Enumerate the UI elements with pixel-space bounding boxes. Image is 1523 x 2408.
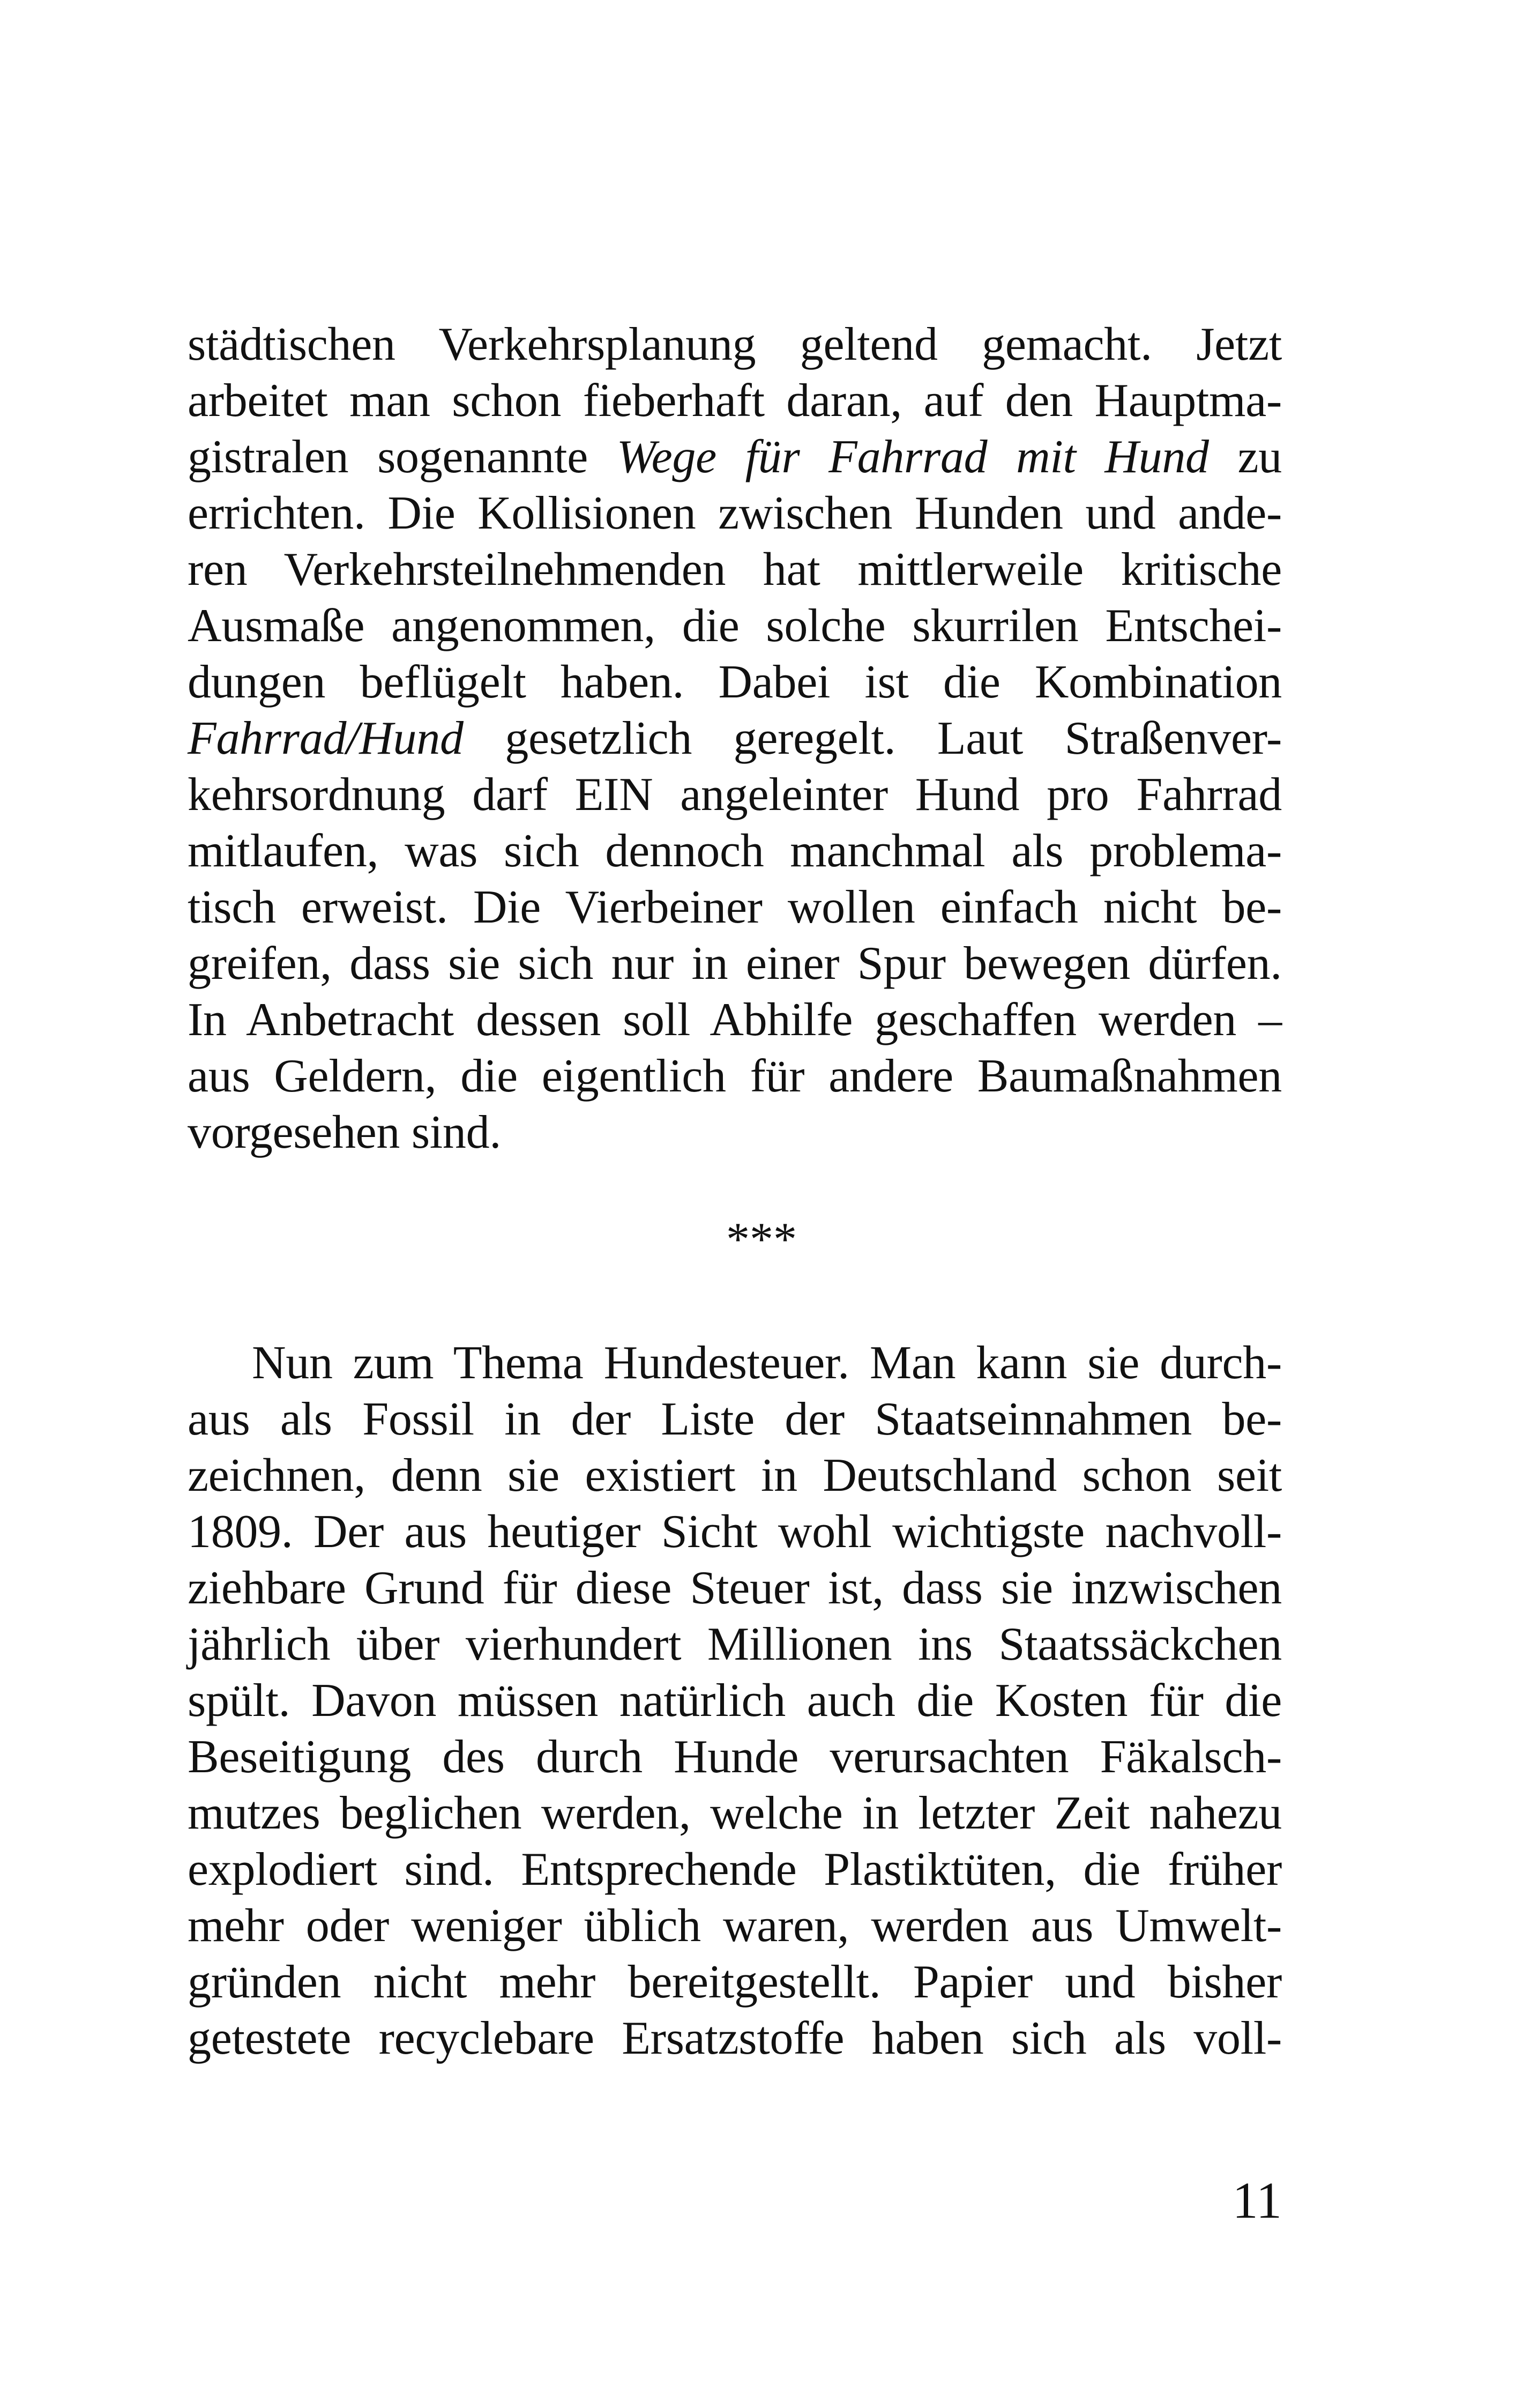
text-line: 1809. Der aus heutiger Sicht wohl wichtigste nachvoll- — [188, 1506, 1282, 1558]
text-line: vorgesehen sind. — [188, 1106, 502, 1158]
text-line: Ausmaße angenommen, die solche skurrilen Entschei- — [188, 600, 1282, 652]
text-line: aus Geldern, die eigentlich für andere Baumaßnahmen — [188, 1050, 1282, 1102]
text-line: jährlich über vierhundert Millionen ins Staatssäckchen — [188, 1618, 1282, 1670]
section-separator: *** — [726, 1214, 797, 1266]
text-line: gründen nicht mehr bereitgestellt. Papier und bisher — [188, 1956, 1282, 2008]
text-line: Beseitigung des durch Hunde verursachten Fäkalsch- — [188, 1731, 1282, 1783]
text-line: spült. Davon müssen natürlich auch die Kosten für die — [188, 1675, 1282, 1727]
text-fragment: zu — [1208, 431, 1282, 483]
text-line: In Anbetracht dessen soll Abhilfe geschaffen werden – — [188, 994, 1282, 1046]
text-line: arbeitet man schon fieberhaft daran, auf den Hauptma- — [188, 375, 1282, 427]
text-line — [188, 710, 1282, 767]
page-number: 11 — [1232, 2172, 1282, 2229]
text-line: tisch erweist. Die Vierbeiner wollen einfach nicht be- — [188, 881, 1282, 933]
text-line: greifen, dass sie sich nur in einer Spur bewegen dürfen. — [188, 938, 1282, 990]
text-line: ziehbare Grund für diese Steuer ist, dass sie inzwischen — [188, 1562, 1282, 1614]
text-line: mitlaufen, was sich dennoch manchmal als problema- — [188, 825, 1282, 877]
text-line: getestete recyclebare Ersatzstoffe haben sich als voll- — [188, 2012, 1282, 2064]
italic-phrase: Fahrrad/Hund — [188, 712, 464, 764]
text-line: explodiert sind. Entsprechende Plastiktüten, die früher — [188, 1844, 1282, 1896]
text-line: errichten. Die Kollisionen zwischen Hunden und ande- — [188, 487, 1282, 539]
text-line: kehrsordnung darf EIN angeleinter Hund pro Fahrrad — [188, 769, 1282, 821]
text-line: mutzes beglichen werden, welche in letzter Zeit nahezu — [188, 1787, 1282, 1839]
text-fragment: gistralen sogenannte — [188, 431, 617, 483]
italic-phrase: Wege für Fahrrad mit Hund — [616, 431, 1209, 483]
text-line: zeichnen, denn sie existiert in Deutschland schon seit — [188, 1450, 1282, 1502]
paragraph-2 — [188, 1335, 1282, 2067]
text-line: städtischen Verkehrsplanung geltend gemacht. Jetzt — [188, 318, 1282, 370]
text-fragment: gesetzlich geregelt. Laut Straßenver- — [463, 712, 1282, 764]
text-line: aus als Fossil in der Liste der Staatseinnahmen be- — [188, 1393, 1282, 1445]
text-line: mehr oder weniger üblich waren, werden aus Umwelt- — [188, 1900, 1282, 1952]
paragraph-1 — [188, 316, 1282, 1161]
text-line — [188, 429, 1282, 485]
text-line: ren Verkehrsteilnehmenden hat mittlerweile kritische — [188, 544, 1282, 596]
text-line: Nun zum Thema Hundesteuer. Man kann sie durch- — [252, 1337, 1282, 1389]
text-line: dungen beflügelt haben. Dabei ist die Kombination — [188, 656, 1282, 708]
